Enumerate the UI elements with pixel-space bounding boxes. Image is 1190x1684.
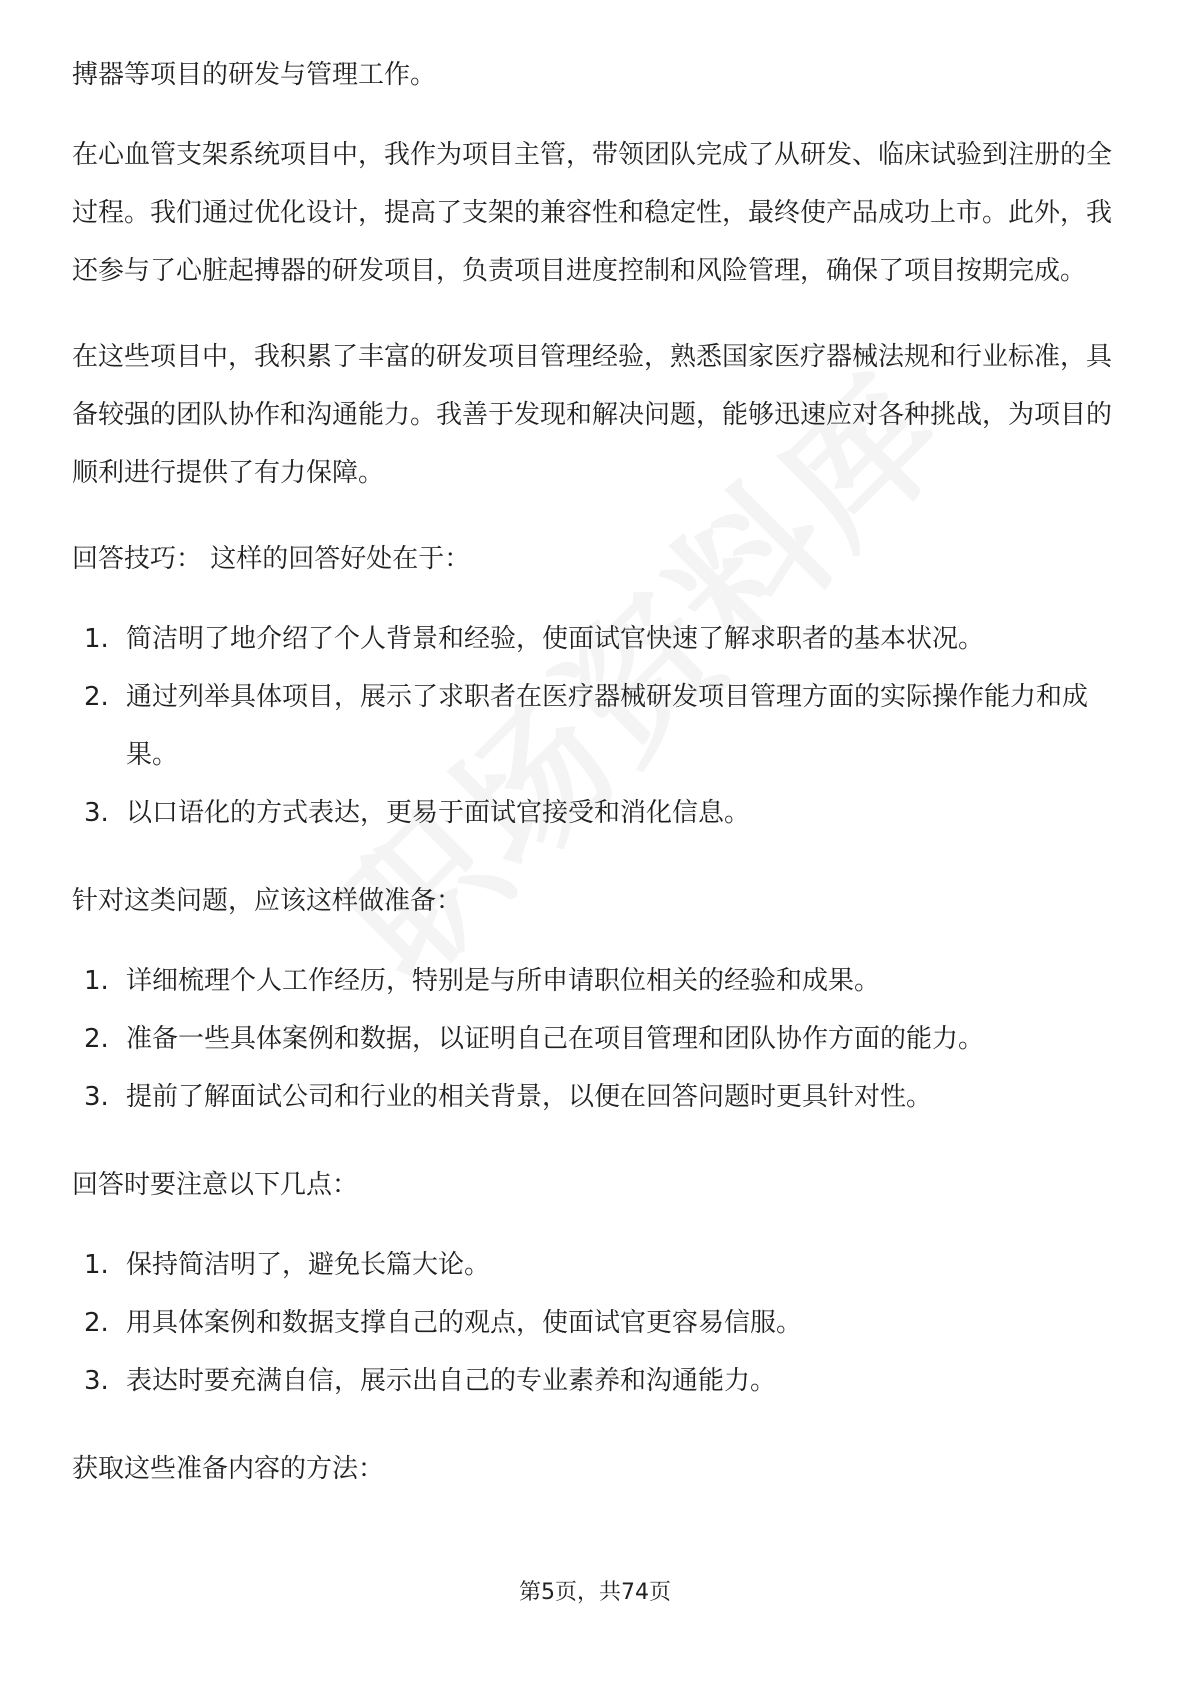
paragraph-continued: 搏器等项目的研发与管理工作。 [72,60,437,90]
list-item [72,1236,1118,1294]
tips-list [72,610,1118,842]
paragraph-stent-project: 在心血管支架系统项目中，我作为项目主管，带领团队完成了从研发、临床试验到注册的全过程。我们通过优化设计，提高了支架的兼容性和稳定性，最终使产品成功上市。此外，我还参与了心脏起搏器的研发项目，负责项目进度控制和风险管理，确保了项目按期完成。 [72,140,1113,286]
list-number: 3. [84,798,109,828]
notes-list [72,1236,1118,1410]
list-item [72,784,1118,842]
list-item-text: 简洁明了地介绍了个人背景和经验，使面试官快速了解求职者的基本状况。 [126,624,985,654]
list-number: 2. [84,1024,109,1054]
list-item [72,952,1118,1010]
page-number: 第5页，共74页 [519,1580,671,1605]
list-item-text: 表达时要充满自信，展示出自己的专业素养和沟通能力。 [126,1366,777,1396]
prep-list [72,952,1118,1126]
list-item [72,1294,1118,1352]
list-number: 1. [84,966,109,996]
list-item-text: 保持简洁明了，避免长篇大论。 [126,1250,491,1280]
list-item [72,1010,1118,1068]
list-item-text: 提前了解面试公司和行业的相关背景，以便在回答问题时更具针对性。 [126,1082,933,1112]
list-number: 1. [84,624,109,654]
list-item-text: 准备一些具体案例和数据，以证明自己在项目管理和团队协作方面的能力。 [126,1024,985,1054]
list-item-text: 通过列举具体项目，展示了求职者在医疗器械研发项目管理方面的实际操作能力和成果。 [126,682,1089,770]
paragraph-experience-summary: 在这些项目中，我积累了丰富的研发项目管理经验，熟悉国家医疗器械法规和行业标准，具备较强的团队协作和沟通能力。我善于发现和解决问题，能够迅速应对各种挑战，为项目的顺利进行提供了有力保障。 [72,342,1113,488]
list-item [72,1068,1118,1126]
notes-heading: 回答时要注意以下几点： [72,1170,359,1200]
list-number: 2. [84,682,109,712]
method-heading: 获取这些准备内容的方法： [72,1454,385,1484]
list-number: 3. [84,1082,109,1112]
list-item-text: 详细梳理个人工作经历，特别是与所申请职位相关的经验和成果。 [126,966,881,996]
list-number: 1. [84,1250,109,1280]
prep-heading: 针对这类问题，应该这样做准备： [72,886,463,916]
list-number: 3. [84,1366,109,1396]
list-item [72,610,1118,668]
list-item [72,1352,1118,1410]
list-number: 2. [84,1308,109,1338]
tips-heading: 回答技巧： 这样的回答好处在于： [72,544,471,574]
list-item-text: 用具体案例和数据支撑自己的观点，使面试官更容易信服。 [126,1308,803,1338]
list-item-text: 以口语化的方式表达，更易于面试官接受和消化信息。 [126,798,751,828]
list-item [72,668,1118,784]
page-content [72,46,1118,1520]
